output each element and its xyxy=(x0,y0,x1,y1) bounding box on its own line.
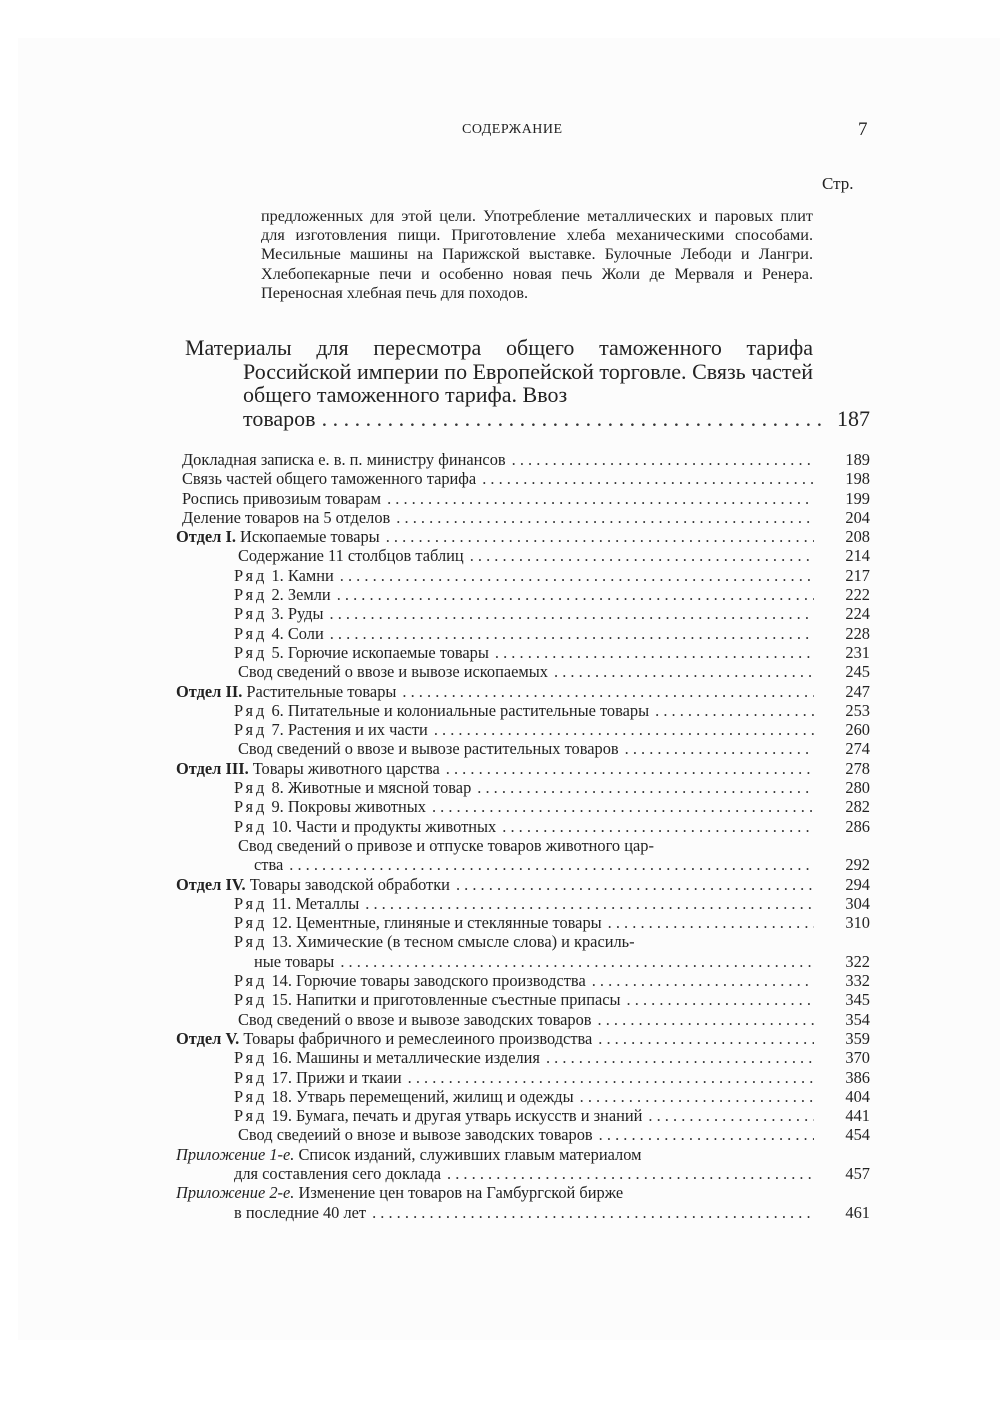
leader-dots xyxy=(446,759,814,778)
toc-entry-prefix: Ряд xyxy=(234,990,268,1010)
toc-entry-prefix: Приложение 2-е. xyxy=(176,1183,299,1203)
leader-dots xyxy=(470,546,814,565)
toc-entry-continuation[interactable] xyxy=(172,952,870,971)
leader-dots xyxy=(387,489,814,508)
toc-entry-label: Товары фабричного и ремеслеиного производства xyxy=(243,1028,593,1048)
toc-entry-page: 294 xyxy=(845,874,870,894)
leader-dots xyxy=(598,1029,814,1048)
toc-entry-prefix: Ряд xyxy=(234,642,268,662)
toc-entry[interactable] xyxy=(172,527,870,546)
toc-entry-label: Свод сведений о ввозе и вывозе растительных товаров xyxy=(238,739,619,759)
leader-dots xyxy=(330,604,815,623)
toc-entry-label: 14. Горючие товары заводского производства xyxy=(267,971,586,991)
leader-dots xyxy=(330,624,814,643)
toc-entry-prefix: Отдел V. xyxy=(176,1028,244,1048)
toc-entry-label: 19. Бумага, печать и другая утварь искусств и знаний xyxy=(267,1106,643,1126)
toc-entry-label: Связь частей общего таможенного тарифа xyxy=(182,469,477,489)
toc-entry[interactable] xyxy=(172,894,870,913)
toc-entry-label: Содержание 11 столбцов таблиц xyxy=(238,546,464,566)
toc-entry-prefix: Ряд xyxy=(234,971,268,991)
toc-entry-label: Роспись привозиым товарам xyxy=(182,488,382,508)
toc-entry-page: 292 xyxy=(845,855,870,875)
toc-entry-prefix: Ряд xyxy=(234,565,268,585)
leader-dots xyxy=(365,894,814,913)
toc-entry-label: Свод сведеиий о внозе и вывозе заводских товаров xyxy=(238,1125,593,1145)
toc-entry[interactable] xyxy=(172,508,870,527)
toc-entry-prefix: Отдел IV. xyxy=(176,874,250,894)
toc-entry-page: 304 xyxy=(845,893,870,913)
toc-entry[interactable] xyxy=(172,1183,870,1202)
toc-entry[interactable] xyxy=(172,604,870,623)
toc-entry-continuation[interactable] xyxy=(172,1164,870,1183)
toc-entry[interactable] xyxy=(172,1087,870,1106)
toc-entry-label: 7. Растения и их части xyxy=(267,720,428,740)
leader-dots xyxy=(648,1106,814,1125)
leader-dots xyxy=(502,817,814,836)
continued-paragraph: предложенных для этой цели. Употребление металлических и паровых плит для изготовления пищи. Приготовление хлеба механическими способами. Месильные машины на Парижской выставке. Булочные Лебоди и Лангри. Хлебопекарные печи и особенно новая печь Жоли де Мерваля и Ренера. Переносная хлебная печь для походов. xyxy=(261,207,813,302)
major-section-page: 187 xyxy=(837,405,870,431)
major-section-entry xyxy=(185,336,870,430)
leader-dots xyxy=(289,855,814,874)
toc-entry-prefix: Приложение 1-е. xyxy=(176,1144,299,1164)
toc-entry-continuation[interactable] xyxy=(172,855,870,874)
leader-dots xyxy=(546,1048,814,1067)
leader-dots xyxy=(408,1068,814,1087)
toc-entry-prefix: Отдел III. xyxy=(176,758,253,778)
toc-entry-label: Деление товаров на 5 отделов xyxy=(182,507,391,527)
toc-entry[interactable] xyxy=(172,585,870,604)
toc-entry[interactable] xyxy=(172,701,870,720)
leader-dots xyxy=(396,508,814,527)
toc-entry-page: 278 xyxy=(845,758,870,778)
toc-entry[interactable] xyxy=(172,990,870,1009)
toc-entry-page: 386 xyxy=(845,1067,870,1087)
toc-entry[interactable] xyxy=(172,1068,870,1087)
toc-entry-page: 214 xyxy=(845,546,870,566)
toc-entry-label: 4. Соли xyxy=(267,623,324,643)
toc-entry-page: 208 xyxy=(845,527,870,547)
leader-dots xyxy=(340,566,814,585)
toc-entry-continuation[interactable] xyxy=(172,1203,870,1222)
toc-entry-page: 199 xyxy=(845,488,870,508)
leader-dots xyxy=(495,643,814,662)
toc-entry[interactable] xyxy=(172,971,870,990)
toc-entry[interactable] xyxy=(172,875,870,894)
toc-entry-label: 1. Камни xyxy=(267,565,334,585)
toc-entry-page: 260 xyxy=(845,720,870,740)
toc-entry[interactable] xyxy=(172,720,870,739)
toc-entry-prefix: Ряд xyxy=(234,893,268,913)
leader-dots xyxy=(322,407,822,431)
toc-entry-label: 8. Животные и мясной товар xyxy=(267,778,472,798)
toc-entry-page: 189 xyxy=(845,450,870,469)
leader-dots xyxy=(372,1203,814,1222)
toc-entry-page: 231 xyxy=(845,642,870,662)
toc-entry[interactable] xyxy=(172,778,870,797)
toc-entry-prefix: Отдел I. xyxy=(176,527,241,547)
toc-entry-label: Ископаемые товары xyxy=(240,527,380,547)
toc-entry[interactable] xyxy=(172,469,870,488)
toc-entry-prefix: Ряд xyxy=(234,720,268,740)
toc-entry-prefix: Ряд xyxy=(234,778,268,798)
toc-entry-page: 322 xyxy=(845,951,870,971)
major-section-title: Материалы для пересмотра общего таможенного тарифа Российской империи по Европейской торговле. Связь частей общего таможенного тарифа. Ввоз xyxy=(185,335,813,407)
leader-dots xyxy=(598,1010,814,1029)
toc-entry-page: 354 xyxy=(845,1009,870,1029)
leader-dots xyxy=(456,875,814,894)
toc-entry-label: Свод сведений о ввозе и вывозе ископаемых xyxy=(238,662,548,682)
leader-dots xyxy=(592,971,814,990)
toc-entry-prefix: Ряд xyxy=(234,585,268,605)
toc-entry-prefix: Ряд xyxy=(234,700,268,720)
leader-dots xyxy=(386,527,814,546)
major-section-last-line xyxy=(185,407,870,431)
toc-entry-label: Товары заводской обработки xyxy=(249,874,450,894)
toc-entry-page: 286 xyxy=(845,816,870,836)
leader-dots xyxy=(482,469,814,488)
toc-entry-label: Товары животного царства xyxy=(252,758,440,778)
toc-entry-page: 253 xyxy=(845,700,870,720)
toc-entry-label: 12. Цементные, глиняные и стеклянные товары xyxy=(267,913,602,933)
toc-entry[interactable] xyxy=(172,566,870,585)
toc-entry[interactable] xyxy=(172,797,870,816)
toc-entry-prefix: Ряд xyxy=(234,932,268,952)
toc-entry-prefix: Ряд xyxy=(234,1067,268,1087)
toc-entry-page: 457 xyxy=(845,1163,870,1183)
toc-entry-label: Свод сведений о привозе и отпуске товаров животного цар- xyxy=(238,835,654,855)
major-section-title-end: товаров xyxy=(243,405,316,431)
leader-dots xyxy=(337,585,814,604)
toc-entry-page: 345 xyxy=(845,990,870,1010)
toc-entry[interactable] xyxy=(172,643,870,662)
toc-entry-label: 11. Металлы xyxy=(267,893,360,913)
toc-entry-continuation-text: в последние 40 лет xyxy=(234,1202,367,1222)
toc-entry[interactable] xyxy=(172,739,870,758)
toc-entry-prefix: Отдел II. xyxy=(176,681,247,701)
toc-entry-page: 198 xyxy=(845,469,870,489)
toc-entry-label: 6. Питательные и колониальные растительные товары xyxy=(267,700,650,720)
leader-dots xyxy=(477,778,814,797)
toc-entry[interactable] xyxy=(172,662,870,681)
toc-entry-page: 280 xyxy=(845,778,870,798)
leader-dots xyxy=(554,662,814,681)
toc-entry-page: 310 xyxy=(845,913,870,933)
toc-entry-label: 2. Земли xyxy=(267,585,331,605)
leader-dots xyxy=(655,701,814,720)
toc-entry[interactable] xyxy=(172,1010,870,1029)
leader-dots xyxy=(580,1087,814,1106)
toc-entry[interactable] xyxy=(172,682,870,701)
leader-dots xyxy=(447,1164,814,1183)
leader-dots xyxy=(432,797,814,816)
toc-entry-page: 204 xyxy=(845,507,870,527)
running-head: СОДЕРЖАНИЕ xyxy=(462,122,563,137)
toc-entry-label: 10. Части и продукты животных xyxy=(267,816,497,836)
toc-entry-continuation-text: ства xyxy=(254,855,284,875)
toc-entry[interactable] xyxy=(172,1106,870,1125)
toc-entry-page: 222 xyxy=(845,585,870,605)
page-column-label: Стр. xyxy=(822,174,854,193)
toc-entry-page: 370 xyxy=(845,1048,870,1068)
toc-entry-page: 245 xyxy=(845,662,870,682)
toc-entry-page: 228 xyxy=(845,623,870,643)
toc-entry-prefix: Ряд xyxy=(234,1106,268,1126)
leader-dots xyxy=(608,913,814,932)
leader-dots xyxy=(627,990,814,1009)
toc-entry-page: 274 xyxy=(845,739,870,759)
toc-entry-label: 17. Прижи и ткаии xyxy=(267,1067,402,1087)
page-number: 7 xyxy=(858,119,868,140)
toc-entry-label: Список изданий, служивших главым материалом xyxy=(298,1144,642,1164)
toc-entry-prefix: Ряд xyxy=(234,913,268,933)
toc-entry[interactable] xyxy=(172,913,870,932)
toc-entry-page: 454 xyxy=(845,1125,870,1145)
toc-entry[interactable] xyxy=(172,817,870,836)
toc-entry-label: 5. Горючие ископаемые товары xyxy=(267,642,489,662)
toc-entry-label: 3. Руды xyxy=(267,604,324,624)
toc-entry-label: 16. Машины и металлические изделия xyxy=(267,1048,540,1068)
leader-dots xyxy=(340,952,814,971)
leader-dots xyxy=(434,720,814,739)
toc-entry-label: 9. Покровы животных xyxy=(267,797,426,817)
leader-dots xyxy=(402,682,814,701)
toc-entry[interactable] xyxy=(172,1125,870,1144)
toc-entry-continuation-text: ные товары xyxy=(254,951,335,971)
toc-entry-label: Свод сведений о ввозе и вывозе заводских товаров xyxy=(238,1009,592,1029)
toc-entry-label: Докладная записка е. в. п. министру финансов xyxy=(182,450,506,469)
toc-entry-prefix: Ряд xyxy=(234,1048,268,1068)
toc-entry[interactable] xyxy=(172,836,870,855)
toc-entry-label: 13. Химические (в тесном смысле слова) и красиль- xyxy=(267,932,635,952)
toc-entry-page: 247 xyxy=(845,681,870,701)
toc-entry[interactable] xyxy=(172,1048,870,1067)
toc-entry-page: 441 xyxy=(845,1106,870,1126)
toc-entry-label: 15. Напитки и приготовленные съестные припасы xyxy=(267,990,621,1010)
toc-entry-prefix: Ряд xyxy=(234,623,268,643)
toc-entry-page: 461 xyxy=(845,1202,870,1222)
toc-entry-page: 282 xyxy=(845,797,870,817)
table-of-contents xyxy=(172,450,870,1222)
leader-dots xyxy=(512,450,814,469)
leader-dots xyxy=(625,739,814,758)
toc-entry[interactable] xyxy=(172,932,870,951)
toc-entry[interactable] xyxy=(172,1029,870,1048)
toc-entry-prefix: Ряд xyxy=(234,797,268,817)
toc-entry[interactable] xyxy=(172,1145,870,1164)
toc-entry[interactable] xyxy=(172,624,870,643)
toc-entry-prefix: Ряд xyxy=(234,816,268,836)
toc-entry-label: Растительные товары xyxy=(246,681,397,701)
toc-entry[interactable] xyxy=(172,546,870,565)
toc-entry-prefix: Ряд xyxy=(234,1086,268,1106)
toc-entry-page: 217 xyxy=(845,565,870,585)
toc-entry-page: 359 xyxy=(845,1028,870,1048)
leader-dots xyxy=(599,1125,814,1144)
toc-entry-label: 18. Утварь перемещений, жилищ и одежды xyxy=(267,1086,574,1106)
toc-entry[interactable] xyxy=(172,759,870,778)
toc-entry[interactable] xyxy=(172,450,870,469)
toc-entry-page: 224 xyxy=(845,604,870,624)
toc-entry-page: 404 xyxy=(845,1086,870,1106)
toc-entry-continuation-text: для составления сего доклада xyxy=(234,1163,442,1183)
toc-entry[interactable] xyxy=(172,489,870,508)
toc-entry-label: Изменение цен товаров на Гамбургской бирже xyxy=(298,1183,624,1203)
toc-entry-prefix: Ряд xyxy=(234,604,268,624)
toc-entry-page: 332 xyxy=(845,971,870,991)
